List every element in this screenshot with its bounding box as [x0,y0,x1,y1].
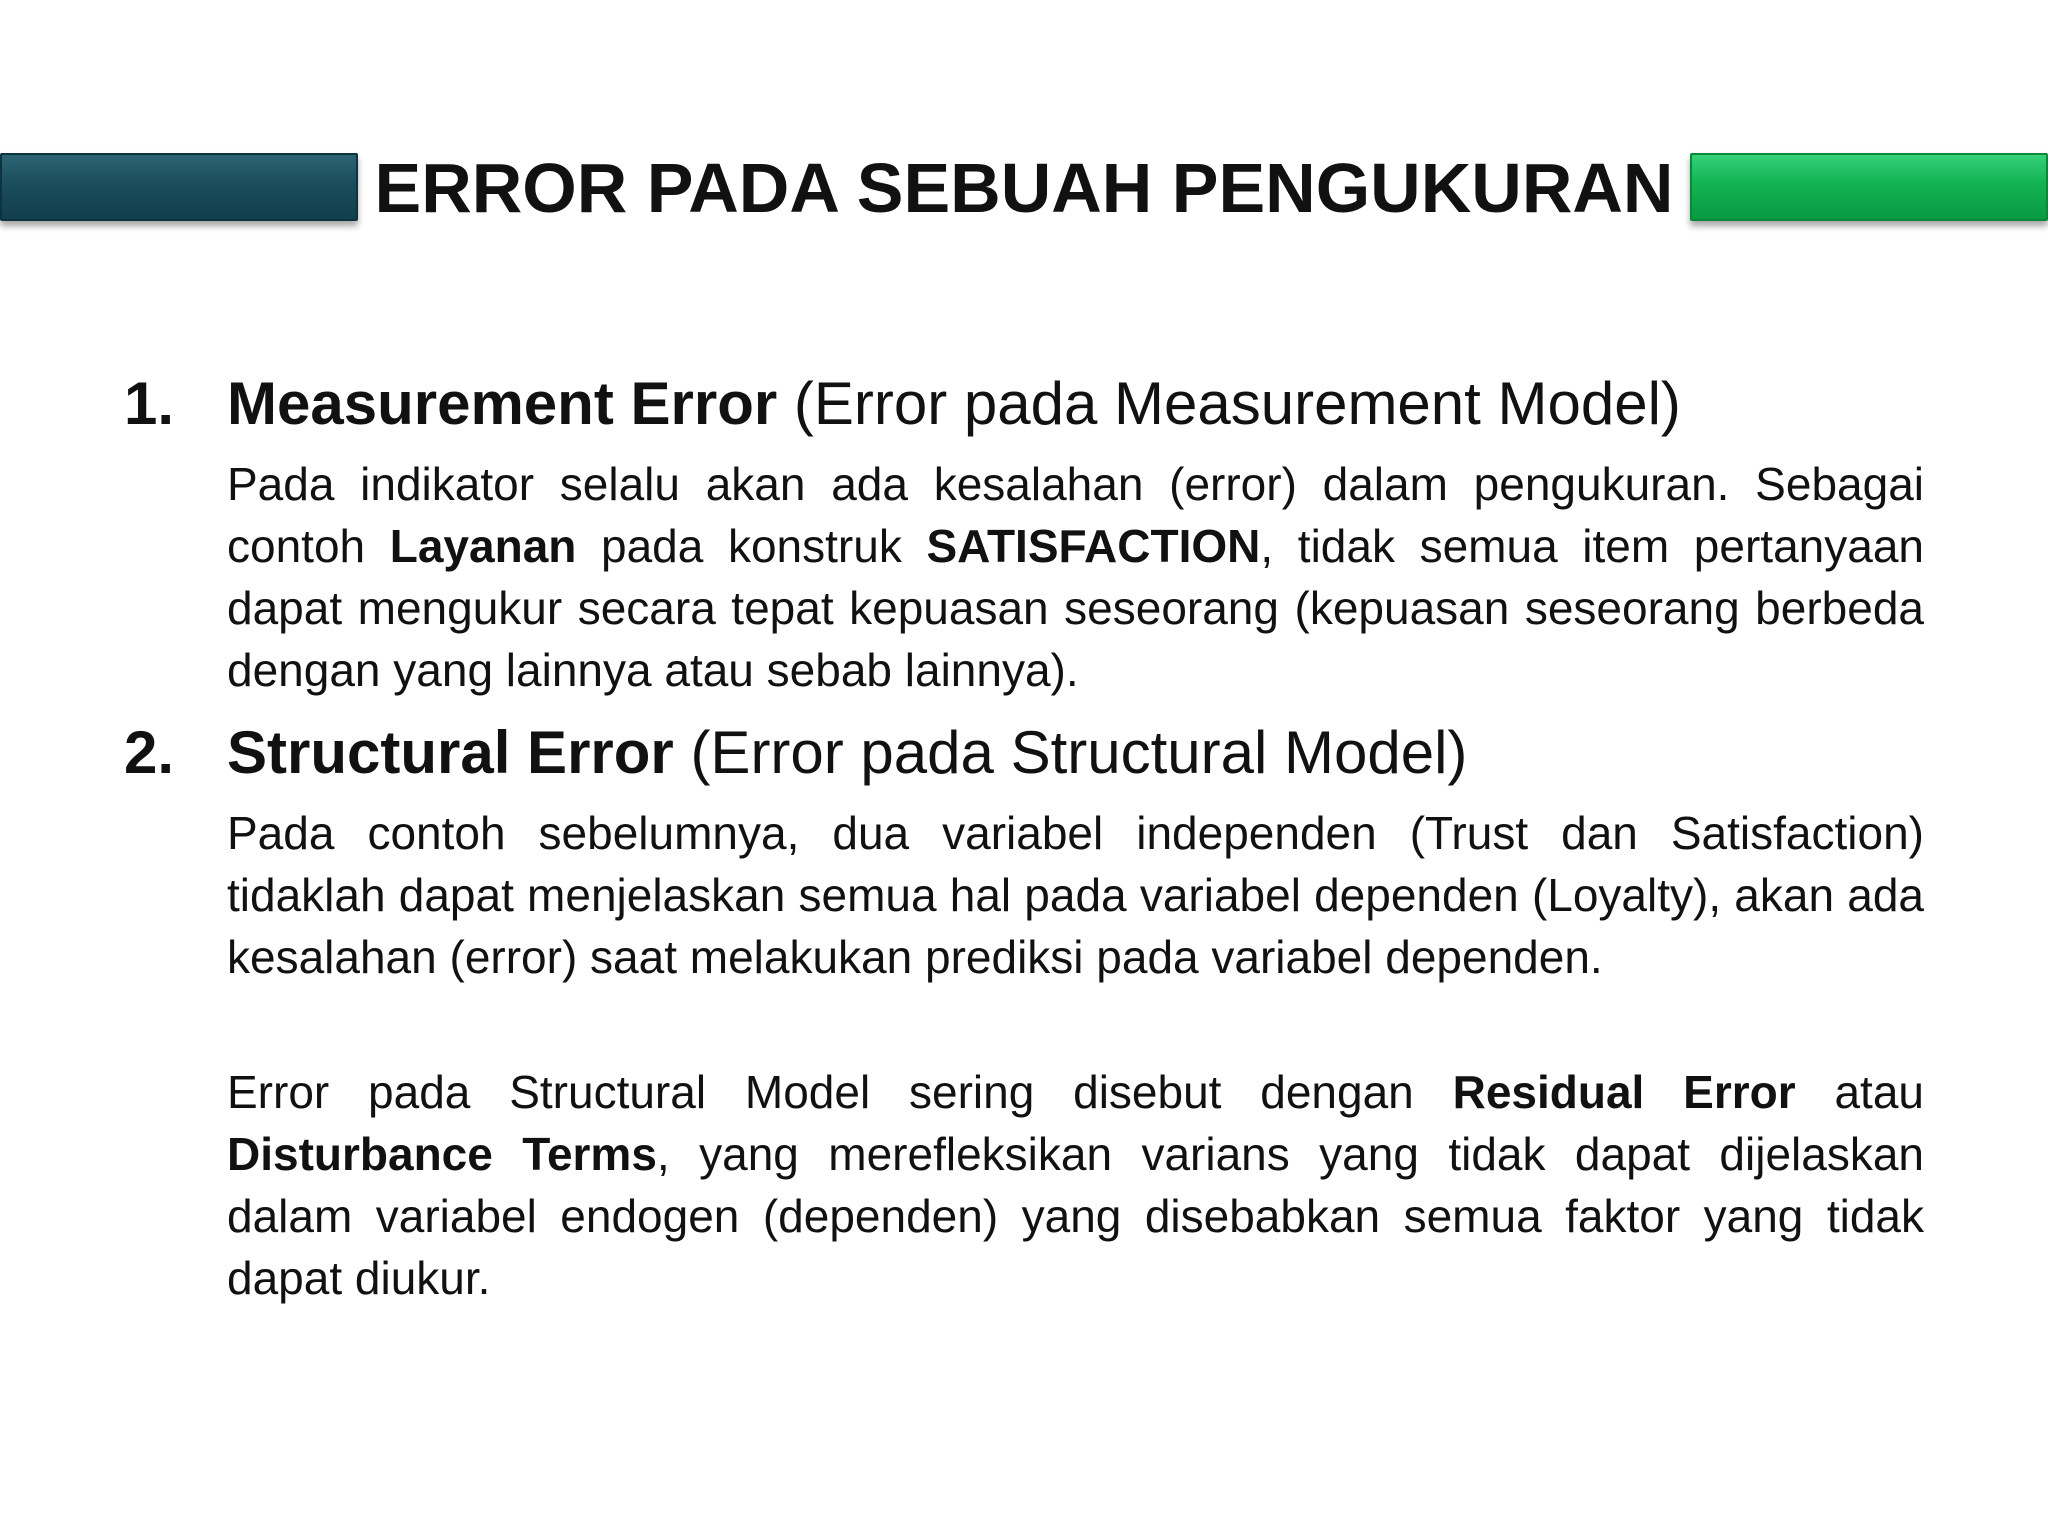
paragraph-structural-error-2 [227,1061,1924,1309]
paragraph-bold-term: Residual Error [1452,1066,1796,1118]
item-heading-bold: Structural Error [227,719,674,786]
item-number: 2. [124,719,175,786]
item-heading-bold: Measurement Error [227,370,778,437]
paragraph-measurement-error [227,453,1924,701]
paragraph-text: , yang merefleksikan varians yang tidak dapat dijelaskan dalam variabel endogen (dependen) yang disebabkan semua faktor yang tidak dapat diukur. [227,1128,1925,1304]
paragraph-text: Pada indikator selalu akan ada kesalahan (error) dalam pengukuran. Sebagai contoh [227,458,1924,572]
paragraph-structural-error-1 [227,802,1924,988]
paragraph-text: Pada contoh sebelumnya, dua variabel independen (Trust dan Satisfaction) tidaklah dapat menjelaskan semua hal pada variabel dependen (Loyalty), akan ada kesalahan (error) saat melakukan prediksi pada variabel dependen. [227,807,1924,983]
item-heading-text [227,368,1681,440]
item-heading-rest: (Error pada Measurement Model) [777,370,1681,437]
paragraph-text: , tidak semua item pertanyaan dapat mengukur secara tepat kepuasan seseorang (kepuasan seseorang berbeda dengan yang lainnya atau sebab lainnya). [227,520,1924,696]
slide-title: ERROR PADA SEBUAH PENGUKURAN [374,149,1674,227]
paragraph-text: atau [1795,1066,1924,1118]
paragraph-bold-term: Layanan [389,520,577,572]
item-heading-text [227,717,1467,789]
item-number: 1. [124,370,175,437]
paragraph-text: pada konstruk [576,520,927,572]
paragraph-text: Error pada Structural Model sering disebut dengan [227,1066,1453,1118]
paragraph-bold-term: SATISFACTION [926,520,1261,572]
paragraph-bold-term: Disturbance Terms [227,1128,657,1180]
item-heading-rest: (Error pada Structural Model) [673,719,1468,786]
